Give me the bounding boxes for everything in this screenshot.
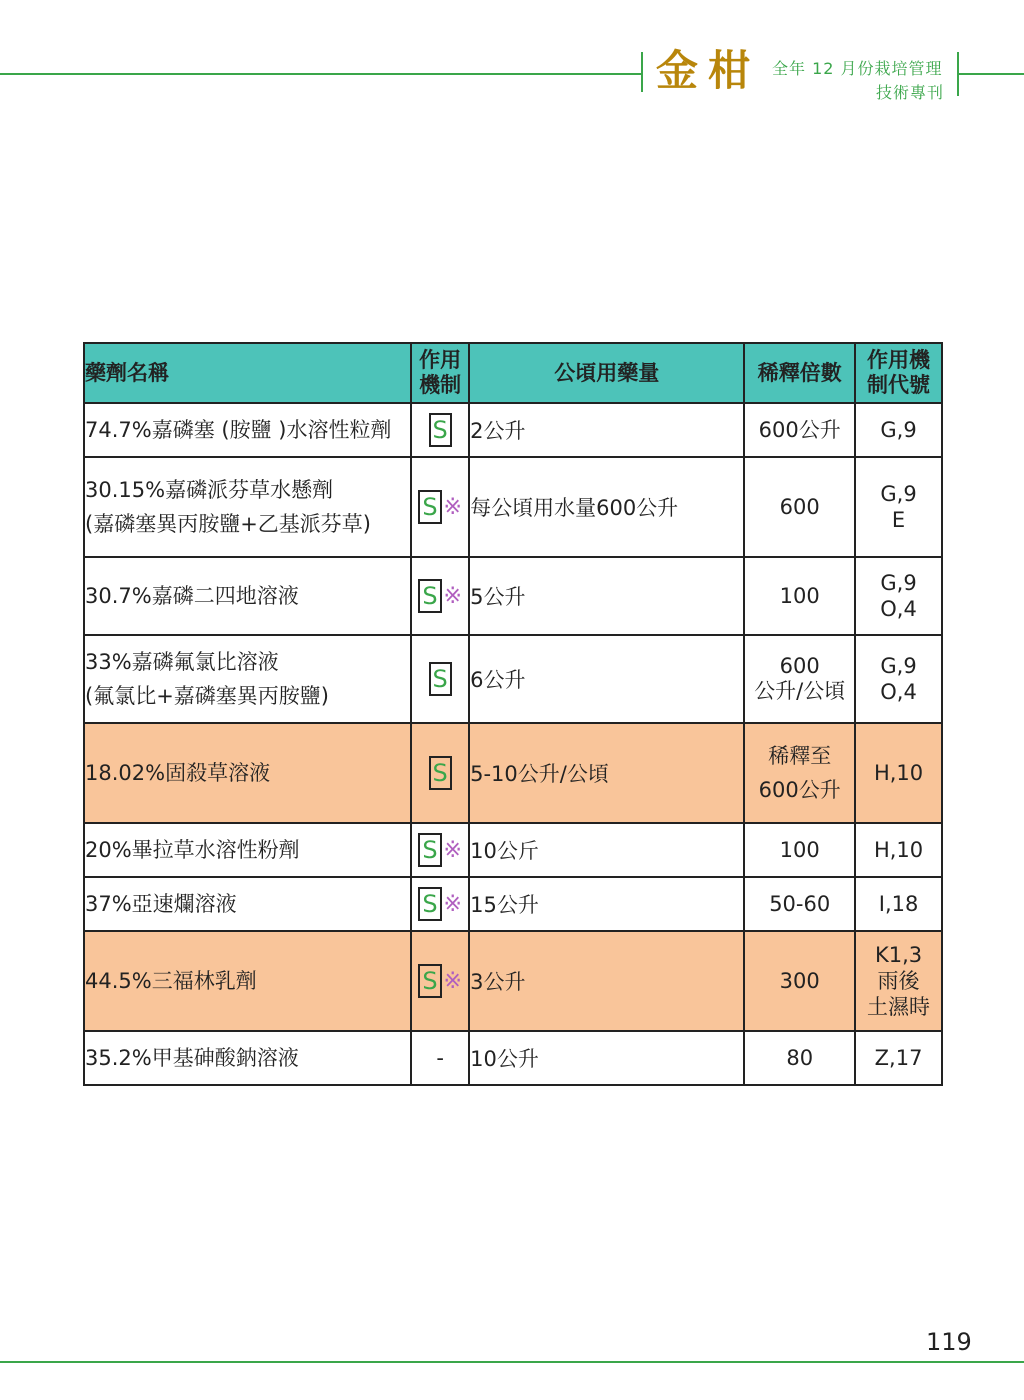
cell-dose: 15公升 (469, 877, 744, 931)
header-mechanism (411, 343, 469, 403)
reference-mark-icon: ※ (443, 891, 462, 917)
cell-code-line: E (891, 508, 906, 532)
reference-mark-icon: ※ (443, 968, 462, 994)
cell-code-line: Z,17 (874, 1046, 923, 1070)
cell-name-line: 18.02%固殺草溶液 (85, 761, 271, 785)
cell-name-line: (嘉磷塞異丙胺鹽+乙基派芬草) (85, 512, 371, 536)
systemic-mark: S (429, 662, 452, 696)
cell-name (84, 931, 411, 1031)
cell-name (84, 723, 411, 823)
cell-name-line: 37%亞速爛溶液 (85, 892, 237, 916)
table-row (84, 823, 942, 877)
systemic-mark: S (418, 490, 441, 524)
cell-code (855, 403, 942, 457)
cell-dilution (744, 403, 855, 457)
header-name: 藥劑名稱 (84, 343, 411, 403)
cell-name (84, 457, 411, 557)
cell-dilution-line: 公升/公頃 (754, 679, 846, 703)
cell-dose: 每公頃用水量600公升 (469, 457, 744, 557)
table-row (84, 877, 942, 931)
cell-code-line: G,9 (880, 571, 917, 595)
cell-code-line: O,4 (880, 680, 917, 704)
cell-name (84, 557, 411, 635)
herbicide-table (83, 342, 943, 1086)
cell-name (84, 403, 411, 457)
cell-dilution-line: 600公升 (758, 778, 841, 802)
cell-dose: 6公升 (469, 635, 744, 723)
cell-name (84, 635, 411, 723)
cell-dilution-line: 80 (786, 1045, 814, 1070)
header-dilution: 稀釋倍數 (744, 343, 855, 403)
header-divider-left (641, 52, 643, 92)
cell-dilution (744, 457, 855, 557)
cell-code (855, 823, 942, 877)
table-row (84, 635, 942, 723)
cell-name-line: 44.5%三福林乳劑 (85, 969, 257, 993)
table-row (84, 457, 942, 557)
mechanism-text: - (436, 1046, 444, 1070)
cell-dilution-line: 稀釋至 (768, 744, 832, 768)
cell-code (855, 877, 942, 931)
cell-code-line: H,10 (873, 761, 924, 785)
cell-dose: 5公升 (469, 557, 744, 635)
systemic-mark: S (418, 887, 441, 921)
cell-dilution-line: 50-60 (769, 891, 831, 916)
reference-mark-icon: ※ (443, 837, 462, 863)
header-rule-left (0, 73, 642, 75)
cell-mechanism (411, 457, 469, 557)
cell-dilution (744, 723, 855, 823)
cell-dose: 2公升 (469, 403, 744, 457)
cell-mechanism (411, 723, 469, 823)
footer-rule (0, 1361, 1024, 1363)
systemic-mark: S (418, 964, 441, 998)
cell-code (855, 557, 942, 635)
cell-dilution-line: 600 (779, 654, 820, 678)
cell-code (855, 931, 942, 1031)
cell-name (84, 1031, 411, 1085)
cell-dilution-line: 600 (779, 494, 820, 519)
cell-dose: 5-10公升/公頃 (469, 723, 744, 823)
cell-code-line: I,18 (878, 892, 919, 916)
cell-dilution (744, 1031, 855, 1085)
cell-name-line: (氟氯比+嘉磷塞異丙胺鹽) (85, 684, 329, 708)
cell-mechanism (411, 823, 469, 877)
cell-dose: 3公升 (469, 931, 744, 1031)
cell-name-line: 74.7%嘉磷塞 (胺鹽 )水溶性粒劑 (85, 418, 392, 442)
table-row (84, 557, 942, 635)
cell-name-line: 35.2%甲基砷酸鈉溶液 (85, 1046, 299, 1070)
table-row (84, 723, 942, 823)
header-code (855, 343, 942, 403)
cell-name-line: 30.7%嘉磷二四地溶液 (85, 584, 299, 608)
cell-dilution (744, 823, 855, 877)
header-subtitle-line1: 全年 12 月份栽培管理 (772, 59, 943, 78)
cell-code-line: G,9 (880, 482, 917, 506)
header-dose: 公頃用藥量 (469, 343, 744, 403)
cell-code-line: O,4 (880, 597, 917, 621)
cell-mechanism (411, 635, 469, 723)
cell-name (84, 877, 411, 931)
cell-code-line: 土濕時 (867, 995, 931, 1019)
cell-dilution (744, 635, 855, 723)
cell-code-line: G,9 (880, 418, 917, 442)
cell-code (855, 1031, 942, 1085)
systemic-mark: S (429, 413, 452, 447)
cell-mechanism (411, 1031, 469, 1085)
cell-dilution-line: 100 (779, 583, 820, 608)
table-row (84, 403, 942, 457)
header-title: 金柑 (656, 46, 761, 95)
cell-name-line: 20%畢拉草水溶性粉劑 (85, 838, 300, 862)
table-header-row (84, 343, 942, 403)
cell-dose: 10公升 (469, 1031, 744, 1085)
cell-dilution-line: 600公升 (758, 417, 841, 442)
cell-dose: 10公斤 (469, 823, 744, 877)
systemic-mark: S (418, 833, 441, 867)
systemic-mark: S (418, 579, 441, 613)
cell-dilution (744, 931, 855, 1031)
cell-mechanism (411, 931, 469, 1031)
cell-mechanism (411, 403, 469, 457)
table-body (84, 403, 942, 1085)
cell-code-line: K1,3 (874, 943, 923, 967)
header-mechanism-line2: 機制 (419, 373, 462, 397)
cell-dilution (744, 877, 855, 931)
cell-code-line: 雨後 (877, 969, 920, 993)
cell-code (855, 457, 942, 557)
reference-mark-icon: ※ (443, 583, 462, 609)
header-rule-right (958, 73, 1024, 75)
cell-code (855, 723, 942, 823)
cell-code-line: G,9 (880, 654, 917, 678)
cell-dilution-line: 100 (779, 837, 820, 862)
cell-code-line: H,10 (873, 838, 924, 862)
cell-name-line: 30.15%嘉磷派芬草水懸劑 (85, 478, 334, 502)
header-code-line1: 作用機 (867, 348, 931, 372)
cell-name (84, 823, 411, 877)
page-number: 119 (926, 1328, 972, 1356)
cell-code (855, 635, 942, 723)
reference-mark-icon: ※ (443, 494, 462, 520)
table-row (84, 931, 942, 1031)
systemic-mark: S (429, 756, 452, 790)
header-mechanism-line1: 作用 (419, 348, 462, 372)
cell-mechanism (411, 557, 469, 635)
table-row (84, 1031, 942, 1085)
header-code-line2: 制代號 (867, 373, 931, 397)
cell-mechanism (411, 877, 469, 931)
header-subtitle-line2: 技術專刊 (876, 83, 945, 102)
cell-dilution-line: 300 (779, 968, 820, 993)
cell-name-line: 33%嘉磷氟氯比溶液 (85, 650, 279, 674)
cell-dilution (744, 557, 855, 635)
